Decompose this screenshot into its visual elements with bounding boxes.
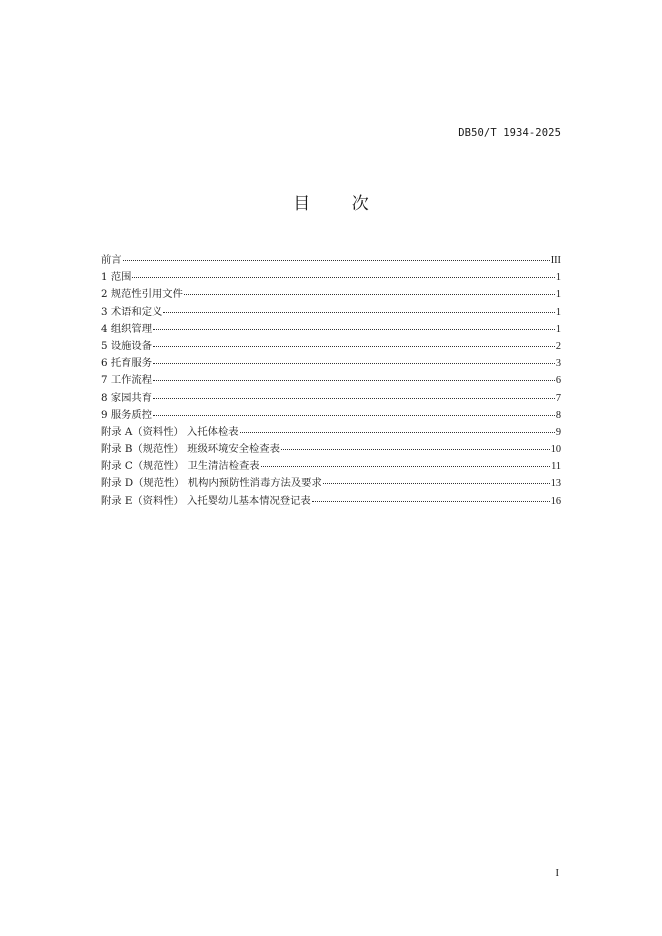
- toc-entry-workflow[interactable]: [101, 372, 561, 389]
- dot-leader: [184, 293, 555, 295]
- toc-entry-page: 6: [555, 375, 561, 387]
- dot-leader: [153, 397, 555, 399]
- toc-entry-foreword[interactable]: [101, 252, 561, 269]
- toc-entry-quality-control[interactable]: [101, 407, 561, 424]
- toc-entry-terms-definitions[interactable]: [101, 304, 561, 321]
- toc-entry-normative-references[interactable]: [101, 286, 561, 303]
- toc-entry-page: 3: [555, 358, 561, 370]
- toc-entry-page: 16: [550, 495, 561, 507]
- dot-leader: [132, 276, 554, 278]
- toc-entry-page: 13: [550, 478, 561, 490]
- dot-leader: [153, 328, 555, 330]
- toc-entry-label: 3 术语和定义: [101, 305, 163, 318]
- toc-entry-label: 1 范围: [101, 271, 132, 284]
- page-title: 目 次: [293, 194, 387, 214]
- toc-entry-label: 附录 A（资料性） 入托体检表: [101, 425, 239, 438]
- page-number: I: [555, 868, 559, 879]
- toc-entry-label: 9 服务质控: [101, 408, 153, 421]
- toc-entry-label: 8 家园共育: [101, 391, 153, 404]
- toc-entry-page: 1: [555, 306, 561, 318]
- document-code: DB50/T 1934-2025: [458, 127, 561, 139]
- toc-entry-appendix-e[interactable]: [101, 493, 561, 510]
- toc-entry-page: 11: [551, 461, 561, 473]
- toc-entry-scope[interactable]: [101, 269, 561, 286]
- toc-entry-label: 7 工作流程: [101, 374, 153, 387]
- toc-entry-childcare-services[interactable]: [101, 355, 561, 372]
- dot-leader: [153, 379, 555, 381]
- toc-entry-label: 6 托育服务: [101, 357, 153, 370]
- dot-leader: [261, 465, 550, 467]
- toc-entry-facilities[interactable]: [101, 338, 561, 355]
- toc-entry-appendix-a[interactable]: [101, 424, 561, 441]
- dot-leader: [240, 431, 555, 433]
- toc-entry-appendix-b[interactable]: [101, 441, 561, 458]
- toc-entry-page: 8: [555, 409, 561, 421]
- toc-entry-organization-management[interactable]: [101, 321, 561, 338]
- toc-entry-page: 1: [555, 289, 561, 301]
- toc-entry-page: III: [550, 255, 561, 266]
- toc-entry-label: 附录 B（规范性） 班级环境安全检查表: [101, 443, 280, 456]
- toc-entry-label: 附录 D（规范性） 机构内预防性消毒方法及要求: [101, 477, 322, 490]
- toc-entry-page: 1: [555, 272, 561, 284]
- toc-entry-label: 5 设施设备: [101, 339, 153, 352]
- dot-leader: [123, 259, 550, 261]
- toc-entry-label: 2 规范性引用文件: [101, 288, 183, 301]
- dot-leader: [312, 500, 550, 502]
- toc-entry-label: 4 组织管理: [101, 322, 153, 335]
- toc-entry-home-cooperation[interactable]: [101, 390, 561, 407]
- dot-leader: [281, 448, 550, 450]
- toc-entry-appendix-d[interactable]: [101, 475, 561, 492]
- toc-entry-page: 2: [555, 340, 561, 352]
- dot-leader: [163, 311, 555, 313]
- toc-entry-page: 1: [555, 323, 561, 335]
- table-of-contents: [101, 252, 561, 510]
- toc-entry-appendix-c[interactable]: [101, 458, 561, 475]
- toc-entry-label: 附录 C（规范性） 卫生清洁检查表: [101, 460, 260, 473]
- dot-leader: [323, 482, 550, 484]
- toc-entry-label: 前言: [101, 254, 122, 266]
- toc-entry-page: 9: [555, 426, 561, 438]
- dot-leader: [153, 414, 555, 416]
- toc-entry-page: 10: [550, 444, 561, 456]
- toc-entry-page: 7: [555, 392, 561, 404]
- dot-leader: [153, 345, 555, 347]
- dot-leader: [153, 362, 555, 364]
- toc-entry-label: 附录 E（资料性） 入托婴幼儿基本情况登记表: [101, 494, 311, 507]
